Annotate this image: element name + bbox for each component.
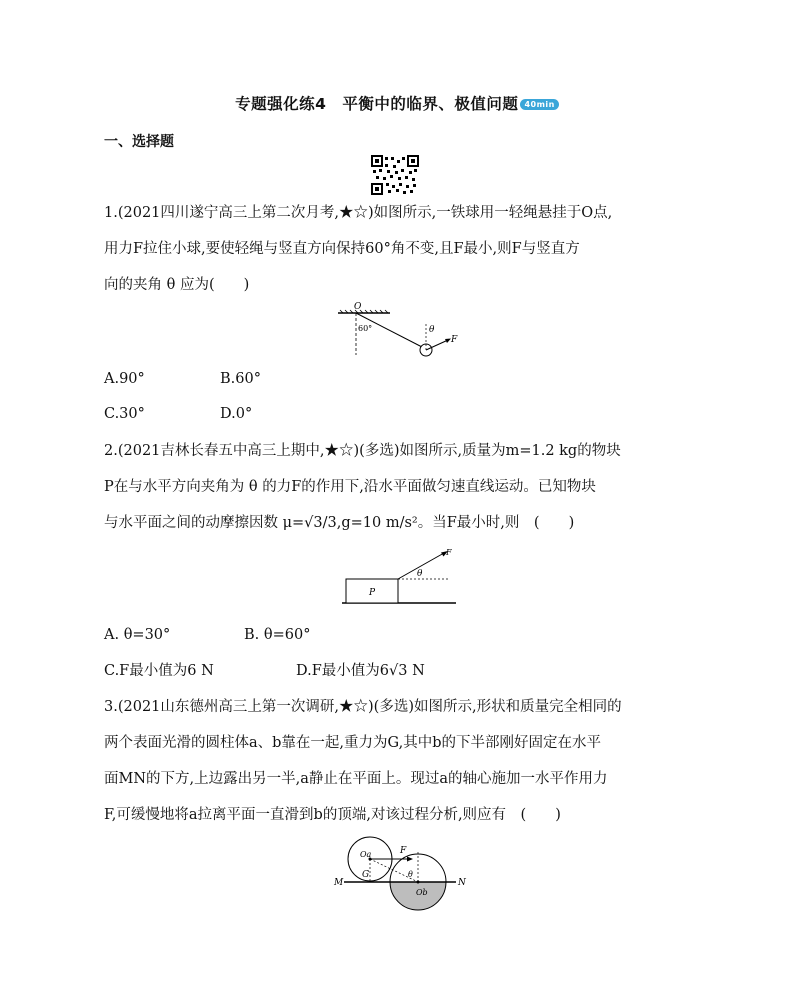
page-title <box>0 92 794 114</box>
section-heading: 一、选择题 <box>104 134 174 150</box>
q2-option-b[interactable]: B. θ=60° <box>244 627 311 643</box>
q3-label-oa: Oa <box>360 850 372 859</box>
q2-option-d[interactable]: D.F最小值为6√3 N <box>296 663 425 679</box>
q3-label-g: G <box>362 870 370 880</box>
q2-option-a[interactable]: A. θ=30° <box>104 627 171 643</box>
q2-option-c[interactable]: C.F最小值为6 N <box>104 663 214 679</box>
q2-label-f: F <box>446 548 452 557</box>
q1-line-3: 向的夹角 θ 应为( ) <box>104 277 250 293</box>
q3-label-ob: Ob <box>416 888 428 897</box>
q1-line-1: 1.(2021四川遂宁高三上第二次月考,★☆)如图所示,一铁球用一轻绳悬挂于O点, <box>104 205 613 221</box>
q1-label-theta: θ <box>429 325 435 335</box>
q3-label-theta: θ <box>408 870 413 879</box>
q1-line-2: 用力F拉住小球,要使轻绳与竖直方向保持60°角不变,且F最小,则F与竖直方 <box>104 241 580 257</box>
q1-label-angle: 60° <box>358 324 373 333</box>
q2-label-p: P <box>369 588 376 598</box>
qr-code-icon[interactable] <box>371 155 419 195</box>
q3-label-n: N <box>458 878 466 888</box>
q3-line-2: 两个表面光滑的圆柱体a、b靠在一起,重力为G,其中b的下半部刚好固定在水平 <box>104 735 601 751</box>
q3-label-m: M <box>334 878 344 888</box>
q3-label-f: F <box>400 846 407 856</box>
q1-option-b[interactable]: B.60° <box>220 371 261 387</box>
q2-line-1: 2.(2021吉林长春五中高三上期中,★☆)(多选)如图所示,质量为m=1.2 kg的物块 <box>104 443 621 459</box>
q2-line-3: 与水平面之间的动摩擦因数 μ=√3/3,g=10 m/s²。当F最小时,则 ( ) <box>104 515 575 531</box>
q2-figure <box>340 545 460 610</box>
q1-option-d[interactable]: D.0° <box>220 406 253 422</box>
q1-option-c[interactable]: C.30° <box>104 406 145 422</box>
q1-figure <box>330 300 470 362</box>
q3-line-3: 面MN的下方,上边露出另一半,a静止在平面上。现过a的轴心施加一水平作用力 <box>104 771 608 787</box>
q3-line-1: 3.(2021山东德州高三上第一次调研,★☆)(多选)如图所示,形状和质量完全相同的 <box>104 699 622 715</box>
q3-figure <box>330 833 470 913</box>
time-badge: 40min <box>520 99 558 110</box>
q2-label-theta: θ <box>417 569 423 579</box>
q3-line-4: F,可缓慢地将a拉离平面一直滑到b的顶端,对该过程分析,则应有 ( ) <box>104 807 561 823</box>
title-text: 专题强化练4 平衡中的临界、极值问题 <box>235 95 519 113</box>
q2-line-2: P在与水平方向夹角为 θ 的力F的作用下,沿水平面做匀速直线运动。已知物块 <box>104 479 596 495</box>
q1-option-a[interactable]: A.90° <box>104 371 145 387</box>
q1-label-f: F <box>451 335 458 345</box>
q1-label-o: O <box>354 302 362 312</box>
